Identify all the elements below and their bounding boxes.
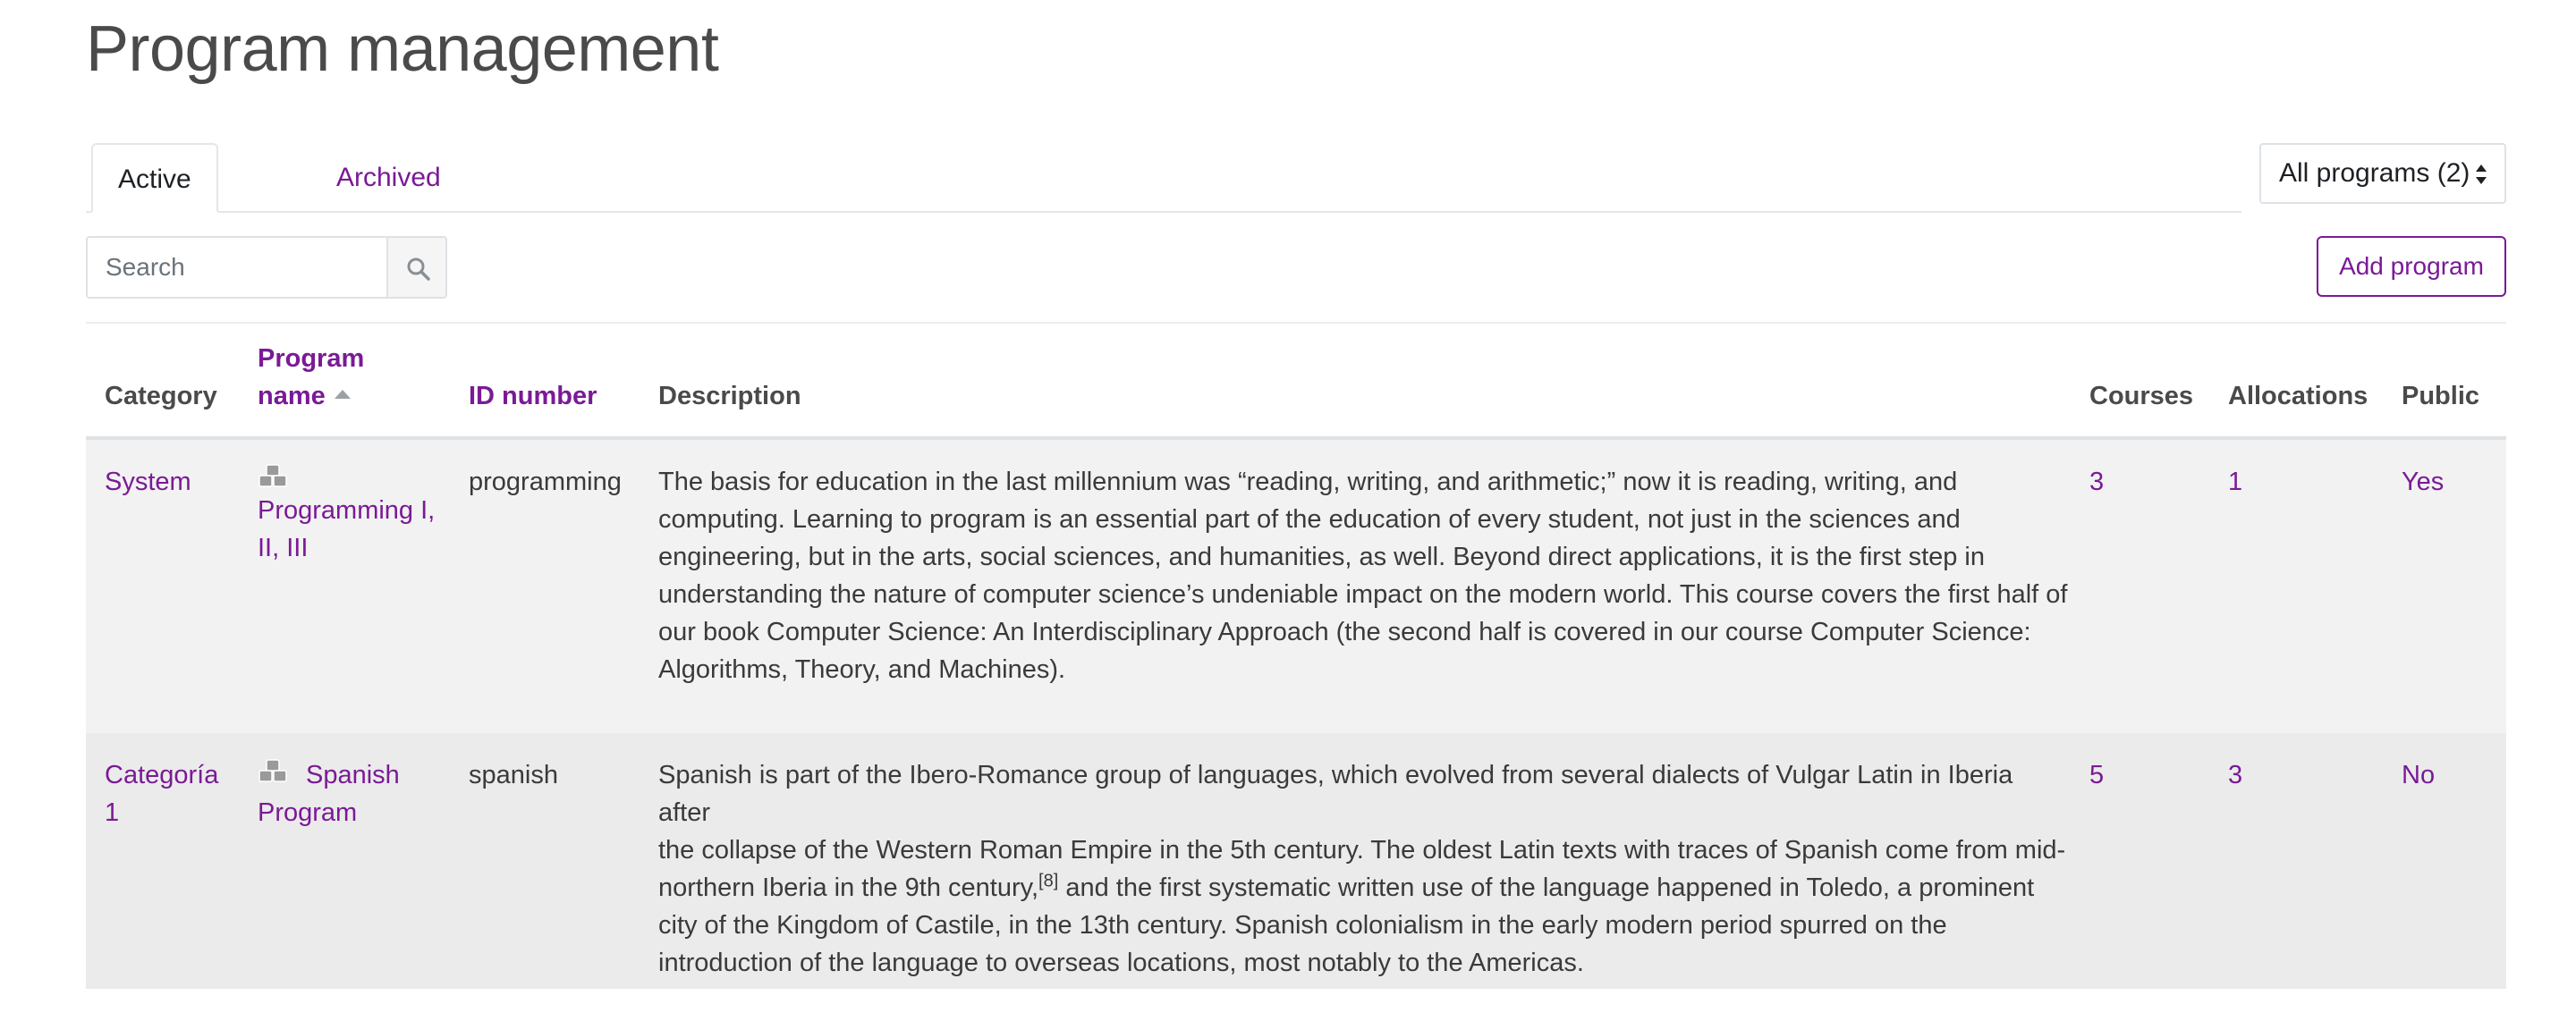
row-courses-link[interactable]: 5 bbox=[2089, 761, 2105, 789]
search-button[interactable] bbox=[386, 236, 447, 299]
search-input[interactable] bbox=[86, 236, 388, 299]
row-program-name-link[interactable]: Spanish Program bbox=[258, 756, 445, 831]
row-description: Spanish is part of the Ibero-Romance group of languages, which evolved from several dialects of Vulgar Latin in Iberia after the collapse of the Western Roman Empire in the 5th century. The oldest Latin texts with traces of Spanish come from mid- northern Iberia in the 9th century,[8] and the first systematic written use of the language happened in Toledo, a prominent city of the Kingdom of Castile, in the 13th century. Spanish colonialism in the early modern period spurred on the introduction of the language to overseas locations, most notably to the Americas. bbox=[658, 761, 2066, 977]
table-row bbox=[86, 733, 2506, 989]
header-allocations: Allocations bbox=[2228, 382, 2368, 410]
row-category-link[interactable]: System bbox=[105, 468, 191, 496]
row-id-number: spanish bbox=[469, 761, 558, 789]
header-program-name[interactable] bbox=[258, 340, 364, 415]
footnote-ref: [8] bbox=[1038, 871, 1059, 891]
row-public-link[interactable]: Yes bbox=[2402, 468, 2445, 496]
search-icon bbox=[406, 257, 431, 282]
search-group bbox=[86, 236, 447, 299]
tab-archived[interactable]: Archived bbox=[336, 163, 441, 192]
programs-table bbox=[86, 324, 2506, 989]
row-public-link[interactable]: No bbox=[2402, 761, 2436, 789]
program-filter-select[interactable] bbox=[2259, 143, 2506, 204]
header-id-number[interactable]: ID number bbox=[469, 382, 597, 410]
header-courses: Courses bbox=[2089, 382, 2194, 410]
sort-asc-icon bbox=[335, 390, 351, 399]
tab-active[interactable]: Active bbox=[91, 143, 218, 213]
row-id-number: programming bbox=[469, 468, 622, 496]
page-title: Program management bbox=[86, 13, 719, 85]
program-icon bbox=[258, 463, 293, 492]
table-header bbox=[86, 324, 2506, 440]
program-icon bbox=[258, 758, 293, 787]
program-filter-value: All programs (2) bbox=[2279, 158, 2470, 188]
select-arrows-icon bbox=[2476, 165, 2487, 184]
header-program-name-line2: name bbox=[258, 382, 326, 410]
add-program-button[interactable]: Add program bbox=[2317, 236, 2506, 297]
row-program-name-link[interactable]: Programming I, II, III bbox=[258, 463, 445, 567]
header-public: Public bbox=[2402, 382, 2480, 410]
row-courses-link[interactable]: 3 bbox=[2089, 468, 2105, 496]
tab-bar bbox=[86, 143, 2241, 213]
row-description: The basis for education in the last millennium was “reading, writing, and arithmetic;” now it is reading, writing, and computing. Learning to program is an essential part of the education of every student, not just in the sciences and engineering, but in the arts, social sciences, and humanities, as well. Beyond direct applications, it is the first step in understanding the nature of computer science’s undeniable impact on the modern world. This course covers the first half of our book Computer Science: An Interdisciplinary Approach (the second half is covered in our course Computer Science: Algorithms, Theory, and Machines). bbox=[658, 468, 2068, 684]
row-category-link[interactable]: Categoría 1 bbox=[105, 761, 219, 827]
row-allocations-link[interactable]: 3 bbox=[2228, 761, 2243, 789]
header-program-name-line1: Program bbox=[258, 344, 365, 373]
header-description: Description bbox=[658, 382, 801, 410]
table-row bbox=[86, 440, 2506, 733]
header-category: Category bbox=[105, 382, 217, 410]
row-allocations-link[interactable]: 1 bbox=[2228, 468, 2243, 496]
